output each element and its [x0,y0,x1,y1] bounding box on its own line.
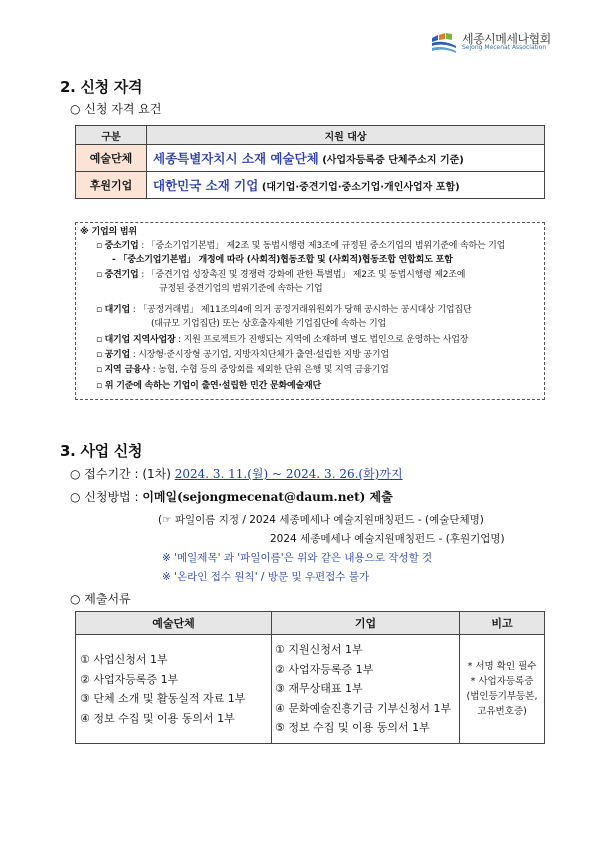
row-target [147,172,545,199]
list-item: ② 사업자등록증 1부 [275,662,374,676]
header-target: 지원 대상 [147,126,545,145]
scope-item: ▫ 중견기업 : 「중견기업 성장촉진 및 경쟁력 강화에 관한 특별법」 제2조 및 동법시행령 제2조에 [96,270,466,280]
header-arts: 예술단체 [76,612,272,635]
list-item: ① 사업신청서 1부 [80,653,168,666]
list-item: ③ 재무상태표 1부 [275,682,363,696]
row-category: 후원기업 [76,172,147,199]
documents-notes [460,635,545,744]
row-target-note: (사업자등록증 단체주소지 기준) [322,155,464,166]
list-item: ④ 정보 수집 및 이용 동의서 1부 [80,711,235,725]
section2-subtitle: ○ 신청 자격 요건 [70,102,162,116]
company-documents [272,635,460,744]
scope-item: ▫ 위 기준에 속하는 기업이 출연·설립한 민간 문화예술재단 [96,381,322,391]
row-target [147,145,545,172]
association-logo [430,30,580,56]
note-item: (법인등기부등본, [466,691,538,702]
list-item: ② 사업자등록증 1부 [80,672,179,686]
list-item: ① 지원신청서 1부 [275,643,363,657]
eligibility-table [75,125,545,199]
square-bullet-icon: ▫ [96,335,105,345]
application-method: ○ 신청방법 : 이메일(sejongmecenat@daum.net) 제출 [70,490,393,504]
section2-title: 2. 신청 자격 [60,78,143,96]
scope-title: ※ 기업의 범위 [80,227,137,237]
square-bullet-icon: ▫ [96,241,105,251]
square-bullet-icon: ▫ [96,350,105,360]
row-category: 예술단체 [76,145,147,172]
documents-table-header [76,612,545,635]
arts-documents [76,635,272,744]
method-value: 이메일(sejongmecenat@daum.net) 제출 [142,490,393,504]
company-scope-box [75,222,545,400]
list-item: ③ 단체 소개 및 활동실적 자료 1부 [80,692,246,705]
period-value: 2024. 3. 11.(월) ~ 2024. 3. 26.(화)까지 [174,467,403,481]
row-target-main: 대한민국 소재 기업 [153,178,259,193]
logo-mark-icon [430,32,458,54]
note-item: 고유번호증) [477,706,527,717]
scope-item: ▫ 대기업 지역사업장 : 지원 프로젝트가 진행되는 지역에 소재하며 별도 법인으로 운영하는 사업장 [96,335,469,345]
application-period: ○ 접수기간 : (1차) 2024. 3. 11.(월) ~ 2024. 3. 26.(화)까지 [70,467,403,481]
scope-item: ▫ 지역 금융사 : 농협, 수협 등의 중앙회를 제외한 단위 은행 및 지역 금융기업 [96,365,389,375]
eligibility-table-header [76,126,545,145]
square-bullet-icon: ▫ [96,305,105,315]
logo-name: 세종시메세나협회 [462,32,551,46]
table-row [76,145,545,172]
header-notes: 비고 [460,612,545,635]
table-row [76,635,545,744]
scope-item: ▫ 대기업 : 「공정거래법」 제11조의4에 의거 공정거래위원회가 당해 공시하는 공시대상 기업집단 [96,305,472,315]
note-item: * 사업자등록증 [470,676,534,687]
scope-item: ▫ 공기업 : 시장형·준시장형 공기업, 지방자치단체가 출연·설립한 지방 공기업 [96,350,389,360]
section3-title: 3. 사업 신청 [60,442,143,460]
scope-item: ▫ 중소기업 : 「중소기업기본법」 제2조 및 동법시행령 제3조에 규정된 중소기업의 범위기준에 속하는 기업 [96,241,506,251]
square-bullet-icon: ▫ [96,270,105,280]
logo-subtitle: Sejong Mecenat Association [462,44,547,51]
note-email-subject: ※ '메일제목' 과 '파일이름'은 위와 같은 내용으로 작성할 것 [162,552,433,564]
header-company: 기업 [272,612,460,635]
square-bullet-icon: ▫ [96,365,105,375]
table-row [76,172,545,199]
documents-table [75,611,545,744]
square-bullet-icon: ▫ [96,381,105,391]
scope-item: 규정된 중견기업의 범위기준에 속하는 기업 [159,284,323,294]
filename-format-2: 2024 세종메세나 예술지원매칭펀드 - (후원기업명) [270,533,505,545]
list-item: ⑤ 정보 수집 및 이용 동의서 1부 [275,721,430,735]
row-target-main: 세종특별자치시 소재 예술단체 [153,151,319,166]
scope-item: - 「중소기업기본법」 개정에 따라 (사회적)협동조합 및 (사회적)협동조합 연합회도 포함 [112,255,453,265]
row-target-note: (대기업·중견기업·중소기업·개인사업자 포함) [261,182,460,193]
filename-format-1: (☞ 파일이름 지정 / 2024 세종메세나 예술지원매칭펀드 - (예술단체명) [158,514,484,526]
header-category: 구분 [76,126,147,145]
note-item: * 서명 확인 필수 [467,661,537,672]
note-online-only: ※ '온라인 접수 원칙' / 방문 및 우편접수 불가 [162,571,370,583]
scope-item: (대규모 기업집단) 또는 상호출자제한 기업집단에 속하는 기업 [151,319,386,329]
documents-label: ○ 제출서류 [70,592,131,606]
list-item: ④ 문화예술진흥기금 기부신청서 1부 [275,701,452,715]
